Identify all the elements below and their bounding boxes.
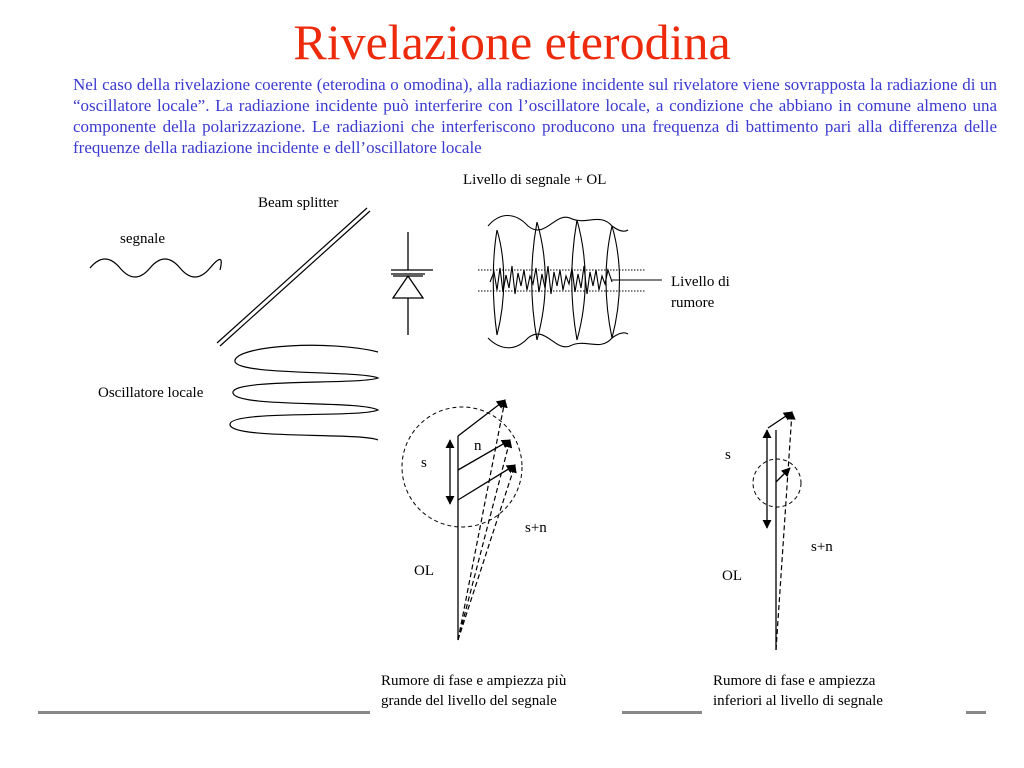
beam-splitter-label: Beam splitter xyxy=(258,195,339,211)
local-oscillator-wave xyxy=(230,345,378,440)
photodiode-icon xyxy=(391,232,433,335)
right-caption-line2: inferiori al livello di segnale xyxy=(713,693,883,709)
left-s-label: s xyxy=(421,455,427,471)
left-phasor xyxy=(402,400,522,640)
left-caption-line2: grande del livello del segnale xyxy=(381,693,557,709)
right-ol-label: OL xyxy=(722,568,742,584)
noise-level-label-line1: Livello di xyxy=(671,274,730,290)
beam-splitter xyxy=(217,208,370,346)
noise-band xyxy=(478,266,662,294)
signal-ol-level-label: Livello di segnale + OL xyxy=(463,172,607,188)
left-n-label: n xyxy=(474,438,482,454)
signal-label: segnale xyxy=(120,231,165,247)
left-ol-label: OL xyxy=(414,563,434,579)
local-oscillator-label: Oscillatore locale xyxy=(98,385,204,401)
right-s-plus-n-label: s+n xyxy=(811,539,833,555)
left-s-plus-n-label: s+n xyxy=(525,520,547,536)
noise-level-label-line2: rumore xyxy=(671,295,715,311)
intro-paragraph: Nel caso della rivelazione coerente (eterodina o omodina), alla radiazione incidente sul rivelatore viene sovrapposta la radiazione di un “oscillatore locale”. La radiazione incidente può interferire con l’oscillatore locale, a condizione che abbiano in comune almeno una componente della polarizzazione. Le radiazioni che interferiscono producono una frequenza di battimento pari alla differenza delle frequenze della radiazione incidente e dell’oscillatore locale xyxy=(73,75,997,157)
page-title: Rivelazione eterodina xyxy=(293,14,731,70)
right-s-label: s xyxy=(725,447,731,463)
left-caption-line1: Rumore di fase e ampiezza più xyxy=(381,673,567,689)
right-caption-line1: Rumore di fase e ampiezza xyxy=(713,673,876,689)
signal-wave xyxy=(90,259,221,277)
right-phasor xyxy=(753,412,801,650)
